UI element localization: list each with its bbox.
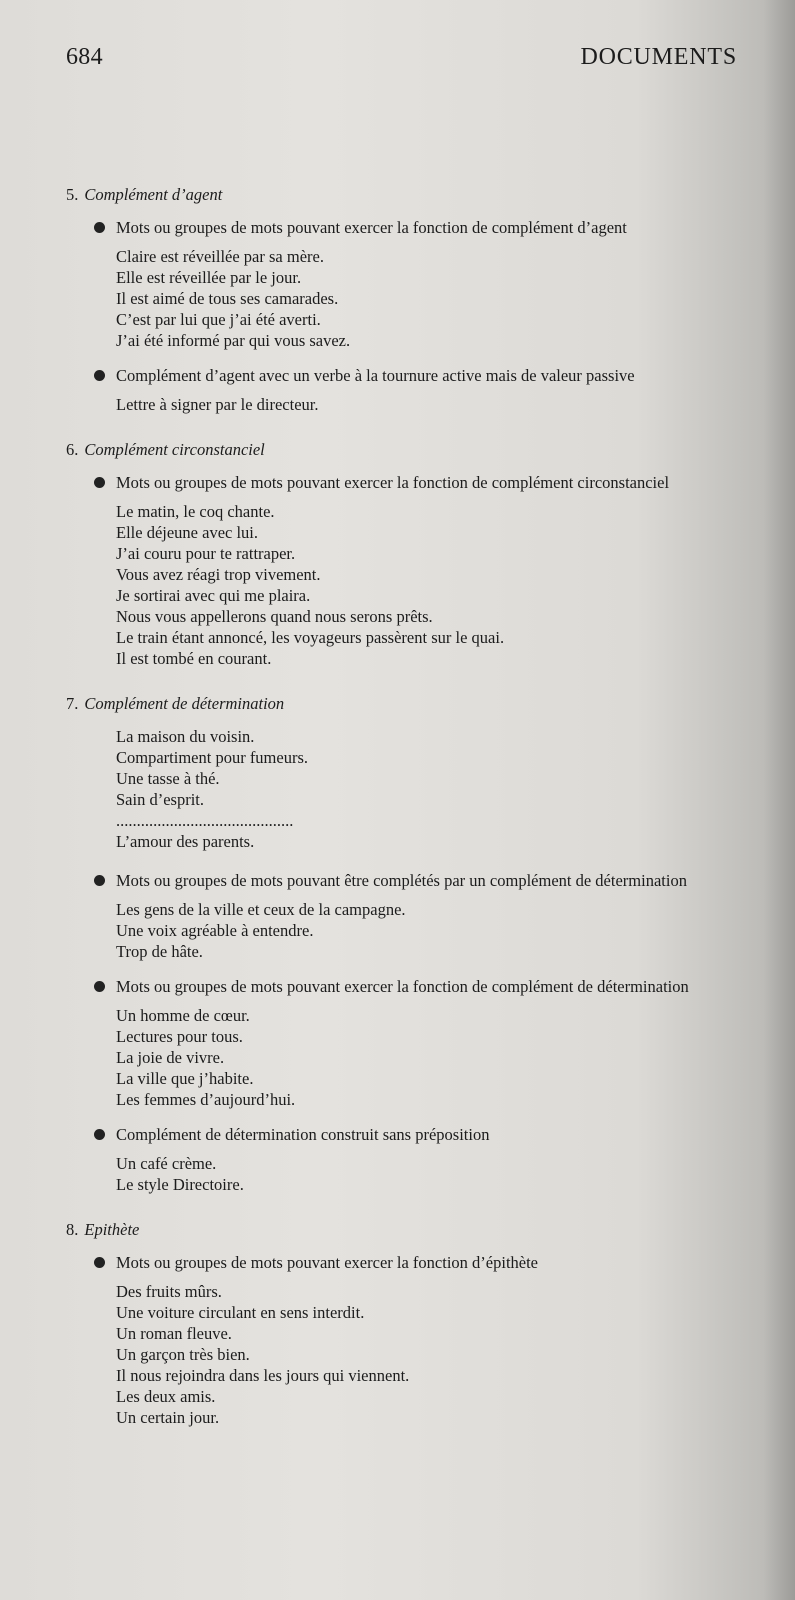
example-line: Un homme de cœur.: [116, 1006, 250, 1025]
bullet-block: [94, 365, 738, 415]
bullet-heading: [94, 870, 738, 891]
section-heading: [66, 184, 738, 205]
bullet-heading-text: Mots ou groupes de mots pouvant être complétés par un complément de détermination: [116, 871, 687, 890]
example-list: [116, 501, 738, 669]
example-line: Compartiment pour fumeurs.: [116, 748, 309, 767]
section-number: 8.: [66, 1220, 79, 1239]
section-heading: [66, 693, 738, 714]
ellipsis-line: ...........................................: [116, 811, 294, 830]
bullet-icon: [94, 370, 105, 381]
bullet-block: [94, 976, 738, 1110]
section-title: Complément d’agent: [84, 185, 223, 204]
bullet-icon: [94, 477, 105, 488]
example-line: Lettre à signer par le directeur.: [116, 395, 319, 414]
example-line: Nous vous appellerons quand nous serons prêts.: [116, 607, 433, 626]
example-line: Un roman fleuve.: [116, 1324, 232, 1343]
example-line: Une voix agréable à entendre.: [116, 921, 314, 940]
bullet-block: [94, 1252, 738, 1428]
bullet-heading: [94, 217, 738, 238]
running-title: DOCUMENTS: [580, 44, 737, 70]
bullet-heading: [94, 472, 738, 493]
example-line: Elle déjeune avec lui.: [116, 523, 259, 542]
section-epithete: [66, 1219, 738, 1428]
example-line: Des fruits mûrs.: [116, 1282, 222, 1301]
example-line: Il nous rejoindra dans les jours qui viennent.: [116, 1366, 410, 1385]
bullet-heading: [94, 1252, 738, 1273]
section-heading: [66, 1219, 738, 1240]
section-complement-circonstanciel: [66, 439, 738, 669]
bullet-block: [94, 217, 738, 351]
example-line: C’est par lui que j’ai été averti.: [116, 310, 321, 329]
bullet-icon: [94, 222, 105, 233]
example-line: Le matin, le coq chante.: [116, 502, 275, 521]
example-line: Les gens de la ville et ceux de la campagne.: [116, 900, 406, 919]
example-line: Les femmes d’aujourd’hui.: [116, 1090, 296, 1109]
example-line: Un garçon très bien.: [116, 1345, 250, 1364]
example-list: [116, 726, 738, 852]
bullet-heading-text: Complément de détermination construit sans préposition: [116, 1125, 490, 1144]
bullet-heading: [94, 1124, 738, 1145]
example-line: La ville que j’habite.: [116, 1069, 254, 1088]
example-line: Le style Directoire.: [116, 1175, 244, 1194]
example-list: [116, 1153, 738, 1195]
section-title: Complément circonstanciel: [84, 440, 265, 459]
example-line: Trop de hâte.: [116, 942, 203, 961]
bullet-heading-text: Mots ou groupes de mots pouvant exercer la fonction de complément d’agent: [116, 218, 627, 237]
example-list: [116, 246, 738, 351]
example-list: [116, 1281, 738, 1428]
bullet-heading-text: Complément d’agent avec un verbe à la tournure active mais de valeur passive: [116, 366, 635, 385]
section-number: 6.: [66, 440, 79, 459]
example-line: Il est tombé en courant.: [116, 649, 272, 668]
section-complement-agent: [66, 184, 738, 415]
example-line: Le train étant annoncé, les voyageurs passèrent sur le quai.: [116, 628, 505, 647]
example-line: Claire est réveillée par sa mère.: [116, 247, 324, 266]
example-list: [116, 899, 738, 962]
bullet-icon: [94, 981, 105, 992]
section-title: Epithète: [84, 1220, 140, 1239]
section-heading: [66, 439, 738, 460]
bullet-heading: [94, 976, 738, 997]
bullet-block: [94, 472, 738, 669]
section-complement-determination: [66, 693, 738, 1195]
example-line: Sain d’esprit.: [116, 790, 204, 809]
example-list: [116, 1005, 738, 1110]
example-line: J’ai couru pour te rattraper.: [116, 544, 296, 563]
example-line: Il est aimé de tous ses camarades.: [116, 289, 339, 308]
bullet-icon: [94, 1129, 105, 1140]
example-line: Un café crème.: [116, 1154, 217, 1173]
bullet-heading-text: Mots ou groupes de mots pouvant exercer la fonction d’épithète: [116, 1253, 539, 1272]
bullet-heading-text: Mots ou groupes de mots pouvant exercer la fonction de complément de détermination: [116, 977, 689, 996]
example-line: Une tasse à thé.: [116, 769, 220, 788]
bullet-heading: [94, 365, 738, 386]
bullet-block: [94, 1124, 738, 1195]
page-content: [66, 184, 738, 1452]
bullet-icon: [94, 875, 105, 886]
example-line: Je sortirai avec qui me plaira.: [116, 586, 311, 605]
bullet-heading-text: Mots ou groupes de mots pouvant exercer la fonction de complément circonstanciel: [116, 473, 670, 492]
section-number: 7.: [66, 694, 79, 713]
example-line: Lectures pour tous.: [116, 1027, 243, 1046]
bullet-icon: [94, 1257, 105, 1268]
example-line: La maison du voisin.: [116, 727, 255, 746]
bullet-block: [94, 870, 738, 962]
example-line: L’amour des parents.: [116, 832, 255, 851]
example-list: [116, 394, 738, 415]
example-line: Les deux amis.: [116, 1387, 216, 1406]
example-line: Une voiture circulant en sens interdit.: [116, 1303, 365, 1322]
section-number: 5.: [66, 185, 79, 204]
example-line: La joie de vivre.: [116, 1048, 225, 1067]
section-title: Complément de détermination: [84, 694, 285, 713]
example-line: Un certain jour.: [116, 1408, 220, 1427]
example-line: Elle est réveillée par le jour.: [116, 268, 302, 287]
page-number: 684: [66, 44, 103, 70]
example-line: J’ai été informé par qui vous savez.: [116, 331, 351, 350]
example-line: Vous avez réagi trop vivement.: [116, 565, 321, 584]
